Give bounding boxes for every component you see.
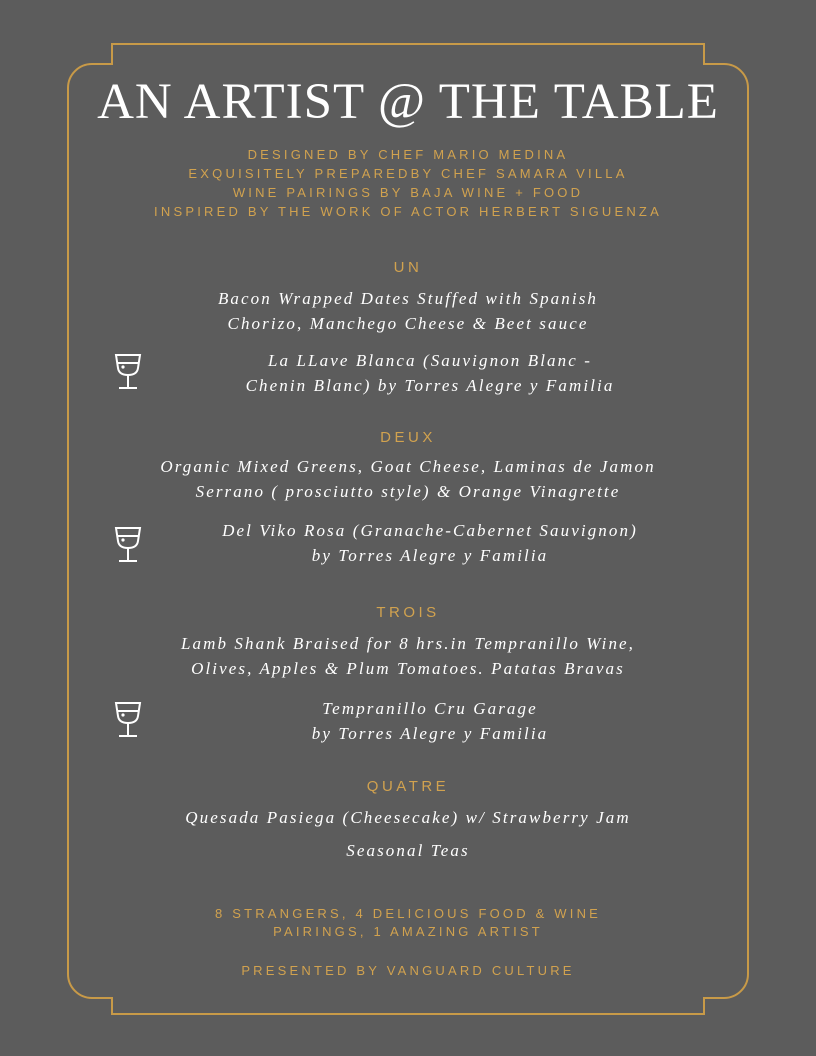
course-heading-deux: DEUX — [380, 429, 436, 446]
course-trois-dish — [100, 631, 716, 681]
tagline-line: PAIRINGS, 1 AMAZING ARTIST — [273, 924, 543, 939]
credit-wine: WINE PAIRINGS BY BAJA WINE + FOOD — [232, 185, 584, 200]
dish-line: Olives, Apples & Plum Tomatoes. Patatas Bravas — [191, 659, 625, 678]
course-deux-wine — [150, 518, 710, 568]
page-title: AN ARTIST @ THE TABLE — [97, 74, 719, 130]
course-deux-dish — [100, 454, 716, 504]
dish-line: Chorizo, Manchego Cheese & Beet sauce — [227, 314, 589, 333]
dish-line: Bacon Wrapped Dates Stuffed with Spanish — [217, 289, 599, 308]
course-quatre-dish — [100, 805, 716, 830]
footer-tagline — [0, 905, 816, 941]
course-heading-un: UN — [393, 259, 423, 276]
course-trois-wine — [150, 696, 710, 746]
tagline-line: 8 STRANGERS, 4 DELICIOUS FOOD & WINE — [214, 906, 602, 921]
dish-line: Quesada Pasiega (Cheesecake) w/ Strawberry Jam — [185, 808, 631, 827]
credit-chef: EXQUISITELY PREPAREDBY CHEF SAMARA VILLA — [188, 166, 628, 181]
dish-line: Organic Mixed Greens, Goat Cheese, Laminas de Jamon — [160, 457, 656, 476]
wine-line: Tempranillo Cru Garage — [322, 699, 538, 718]
course-heading-trois: TROIS — [376, 604, 440, 621]
wine-line: La LLave Blanca (Sauvignon Blanc - — [267, 351, 592, 370]
wine-line: by Torres Alegre y Familia — [311, 546, 549, 565]
dish-line: Seasonal Teas — [346, 841, 470, 860]
wine-glass-icon — [112, 352, 144, 392]
wine-glass-icon — [112, 525, 144, 565]
course-quatre-teas — [100, 838, 716, 863]
credit-inspiration: INSPIRED BY THE WORK OF ACTOR HERBERT SIGUENZA — [154, 204, 662, 219]
credit-designer: DESIGNED BY CHEF MARIO MEDINA — [247, 147, 569, 162]
course-un-wine — [150, 348, 710, 398]
course-un-dish — [100, 286, 716, 336]
dish-line: Lamb Shank Braised for 8 hrs.in Tempranillo Wine, — [180, 634, 636, 653]
wine-line: Del Viko Rosa (Granache-Cabernet Sauvignon) — [222, 521, 638, 540]
course-heading-quatre: QUATRE — [366, 778, 450, 795]
credits — [0, 145, 816, 221]
wine-line: by Torres Alegre y Familia — [311, 724, 549, 743]
wine-line: Chenin Blanc) by Torres Alegre y Familia — [245, 376, 615, 395]
wine-glass-icon — [112, 700, 144, 740]
footer-presented-by: PRESENTED BY VANGUARD CULTURE — [241, 963, 575, 978]
dish-line: Serrano ( prosciutto style) & Orange Vinagrette — [195, 482, 621, 501]
